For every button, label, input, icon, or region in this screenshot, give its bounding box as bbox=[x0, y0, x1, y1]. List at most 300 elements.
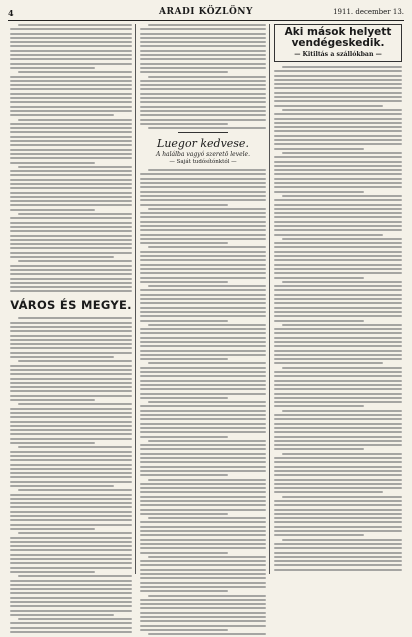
text-line bbox=[148, 246, 266, 248]
column-rule bbox=[135, 24, 136, 574]
text-line bbox=[10, 515, 132, 517]
text-line bbox=[10, 567, 132, 569]
text-line bbox=[10, 601, 132, 603]
text-line bbox=[274, 96, 402, 98]
text-line bbox=[274, 294, 402, 296]
text-line bbox=[140, 513, 228, 515]
text-line bbox=[274, 165, 402, 167]
text-line bbox=[140, 393, 266, 395]
text-line bbox=[274, 130, 402, 132]
text-line bbox=[10, 222, 132, 224]
text-line bbox=[10, 627, 132, 629]
text-line bbox=[140, 298, 266, 300]
text-line bbox=[10, 243, 132, 245]
text-line bbox=[274, 242, 402, 244]
text-line bbox=[140, 341, 266, 343]
text-line bbox=[10, 174, 132, 176]
text-line bbox=[140, 436, 228, 438]
headline-box bbox=[274, 24, 402, 62]
text-line bbox=[282, 453, 402, 455]
text-line bbox=[274, 405, 364, 407]
text-line bbox=[140, 272, 266, 274]
text-line bbox=[274, 268, 402, 270]
text-line bbox=[274, 70, 402, 72]
text-line bbox=[10, 335, 132, 337]
column-2 bbox=[140, 24, 266, 637]
text-line bbox=[140, 302, 266, 304]
text-line bbox=[18, 213, 132, 215]
text-line bbox=[274, 307, 402, 309]
text-line bbox=[274, 225, 402, 227]
text-line bbox=[18, 317, 132, 319]
text-line bbox=[274, 221, 402, 223]
text-line bbox=[274, 560, 402, 562]
text-line bbox=[140, 612, 266, 614]
text-line bbox=[140, 483, 266, 485]
masthead bbox=[8, 6, 404, 21]
text-line bbox=[10, 54, 132, 56]
text-line bbox=[10, 438, 132, 440]
text-line bbox=[140, 242, 228, 244]
text-line bbox=[274, 384, 402, 386]
text-line bbox=[282, 238, 402, 240]
text-line bbox=[140, 259, 266, 261]
text-line bbox=[274, 204, 402, 206]
text-line bbox=[274, 487, 402, 489]
text-line bbox=[274, 354, 402, 356]
text-line bbox=[10, 33, 132, 35]
text-line bbox=[10, 451, 132, 453]
text-line bbox=[274, 427, 402, 429]
text-line bbox=[274, 552, 402, 554]
text-line bbox=[140, 186, 266, 188]
text-line bbox=[10, 464, 132, 466]
text-line bbox=[10, 412, 132, 414]
text-line bbox=[10, 416, 132, 418]
text-line bbox=[140, 110, 266, 112]
text-line bbox=[274, 191, 364, 193]
text-line bbox=[10, 468, 132, 470]
text-line bbox=[10, 622, 132, 624]
text-line bbox=[148, 401, 266, 403]
text-line bbox=[10, 498, 132, 500]
text-line bbox=[274, 530, 402, 532]
text-line bbox=[274, 126, 402, 128]
text-line bbox=[140, 88, 266, 90]
text-line bbox=[10, 343, 132, 345]
text-line bbox=[10, 584, 132, 586]
text-line bbox=[10, 433, 132, 435]
text-line bbox=[274, 466, 402, 468]
text-line bbox=[274, 100, 402, 102]
text-line bbox=[140, 590, 228, 592]
text-line bbox=[140, 294, 266, 296]
text-line bbox=[274, 380, 402, 382]
text-line bbox=[10, 494, 132, 496]
text-line bbox=[10, 131, 132, 133]
text-line bbox=[140, 371, 266, 373]
text-line bbox=[10, 192, 132, 194]
text-line bbox=[274, 375, 402, 377]
text-line bbox=[10, 399, 95, 401]
text-line bbox=[274, 436, 402, 438]
text-line bbox=[10, 425, 132, 427]
text-line bbox=[10, 472, 132, 474]
text-line bbox=[10, 110, 132, 112]
text-line bbox=[140, 199, 266, 201]
text-line bbox=[140, 204, 228, 206]
text-line bbox=[274, 272, 402, 274]
text-line bbox=[282, 152, 402, 154]
text-line bbox=[274, 521, 402, 523]
text-line bbox=[140, 569, 266, 571]
text-line bbox=[10, 217, 132, 219]
text-line bbox=[140, 50, 266, 52]
text-line bbox=[10, 187, 132, 189]
text-line bbox=[140, 543, 266, 545]
text-line bbox=[274, 216, 402, 218]
text-line bbox=[140, 71, 228, 73]
text-line bbox=[10, 347, 132, 349]
text-line bbox=[10, 140, 132, 142]
text-line bbox=[10, 106, 132, 108]
text-line bbox=[140, 80, 266, 82]
text-line bbox=[274, 289, 402, 291]
text-line bbox=[274, 298, 402, 300]
text-line bbox=[140, 431, 266, 433]
text-line bbox=[274, 393, 402, 395]
text-line bbox=[10, 373, 132, 375]
text-line bbox=[10, 378, 132, 380]
box-subtitle: — Kitiltás a szállókban — bbox=[294, 51, 382, 58]
text-line bbox=[140, 173, 266, 175]
text-line bbox=[274, 569, 402, 571]
text-line bbox=[148, 127, 266, 129]
text-block-top bbox=[10, 24, 132, 292]
text-line bbox=[140, 212, 266, 214]
text-line bbox=[10, 204, 132, 206]
text-line bbox=[140, 320, 228, 322]
text-line bbox=[10, 511, 132, 513]
text-line bbox=[140, 427, 266, 429]
text-line bbox=[10, 614, 114, 616]
text-line bbox=[10, 528, 95, 530]
text-line bbox=[10, 382, 132, 384]
text-line bbox=[274, 556, 402, 558]
text-line bbox=[274, 178, 402, 180]
text-line bbox=[10, 84, 132, 86]
text-line bbox=[274, 418, 402, 420]
text-line bbox=[140, 311, 266, 313]
text-line bbox=[140, 234, 266, 236]
text-line bbox=[274, 362, 383, 364]
text-line bbox=[10, 80, 132, 82]
text-line bbox=[140, 453, 266, 455]
text-line bbox=[140, 191, 266, 193]
text-line bbox=[140, 552, 228, 554]
text-line bbox=[140, 410, 266, 412]
text-line bbox=[274, 350, 402, 352]
text-line bbox=[18, 575, 132, 577]
text-line bbox=[140, 461, 266, 463]
text-line bbox=[140, 337, 266, 339]
text-line bbox=[274, 118, 402, 120]
text-line bbox=[10, 282, 132, 284]
page-number: 4 bbox=[8, 8, 14, 18]
text-line bbox=[10, 58, 132, 60]
text-line bbox=[10, 326, 132, 328]
text-line bbox=[274, 461, 402, 463]
column-1 bbox=[10, 24, 132, 635]
text-line bbox=[140, 41, 266, 43]
text-line bbox=[274, 431, 402, 433]
text-line bbox=[10, 239, 132, 241]
text-line bbox=[140, 500, 266, 502]
text-line bbox=[140, 328, 266, 330]
text-line bbox=[274, 113, 402, 115]
text-line bbox=[10, 365, 132, 367]
text-line bbox=[282, 324, 402, 326]
text-line bbox=[140, 37, 266, 39]
text-line bbox=[140, 616, 266, 618]
text-line bbox=[148, 517, 266, 519]
text-line bbox=[274, 251, 402, 253]
text-line bbox=[274, 358, 402, 360]
text-line bbox=[10, 390, 132, 392]
text-line bbox=[274, 517, 402, 519]
text-line bbox=[140, 547, 266, 549]
text-line bbox=[140, 277, 266, 279]
text-line bbox=[140, 28, 266, 30]
article-byline: — Saját tudósítónktól — bbox=[169, 159, 237, 166]
text-line bbox=[10, 183, 132, 185]
text-line bbox=[274, 139, 402, 141]
text-line bbox=[140, 67, 266, 69]
text-line bbox=[274, 246, 402, 248]
text-line bbox=[140, 577, 266, 579]
text-line bbox=[140, 332, 266, 334]
text-line bbox=[140, 350, 266, 352]
text-line bbox=[10, 136, 132, 138]
text-line bbox=[10, 265, 132, 267]
text-line bbox=[274, 186, 402, 188]
text-line bbox=[148, 208, 266, 210]
text-line bbox=[10, 45, 132, 47]
text-line bbox=[140, 345, 266, 347]
text-line bbox=[10, 386, 132, 388]
text-line bbox=[18, 489, 132, 491]
text-line bbox=[140, 491, 266, 493]
text-line bbox=[140, 229, 266, 231]
text-line bbox=[274, 474, 402, 476]
text-line bbox=[10, 459, 132, 461]
text-line bbox=[274, 444, 402, 446]
text-line bbox=[10, 37, 132, 39]
text-line bbox=[10, 339, 132, 341]
text-line bbox=[10, 157, 132, 159]
text-line bbox=[10, 588, 132, 590]
box-title: Aki mások helyett vendégeskedik. bbox=[284, 26, 392, 49]
text-line bbox=[10, 502, 132, 504]
text-line bbox=[10, 481, 132, 483]
text-line bbox=[18, 403, 132, 405]
text-line bbox=[10, 162, 95, 164]
text-line bbox=[274, 491, 383, 493]
text-line bbox=[140, 625, 266, 627]
text-line bbox=[140, 423, 266, 425]
text-line bbox=[274, 534, 364, 536]
text-line bbox=[10, 278, 132, 280]
text-line bbox=[148, 285, 266, 287]
text-line bbox=[140, 119, 266, 121]
text-line bbox=[274, 457, 402, 459]
text-line bbox=[140, 264, 266, 266]
text-line bbox=[140, 418, 266, 420]
text-line bbox=[274, 169, 402, 171]
text-line bbox=[10, 252, 132, 254]
divider bbox=[178, 132, 228, 133]
text-line bbox=[10, 352, 132, 354]
text-line bbox=[10, 256, 114, 258]
text-line bbox=[140, 444, 266, 446]
text-line bbox=[140, 354, 266, 356]
text-line bbox=[274, 332, 402, 334]
text-line bbox=[274, 526, 402, 528]
text-line bbox=[10, 571, 95, 573]
text-line bbox=[10, 554, 132, 556]
text-line bbox=[274, 143, 402, 145]
text-line bbox=[140, 221, 266, 223]
text-line bbox=[140, 106, 266, 108]
text-line bbox=[10, 144, 132, 146]
text-line bbox=[140, 54, 266, 56]
text-line bbox=[140, 414, 266, 416]
text-line bbox=[10, 179, 132, 181]
text-line bbox=[140, 496, 266, 498]
text-line bbox=[10, 63, 132, 65]
text-line bbox=[274, 285, 402, 287]
text-line bbox=[140, 33, 266, 35]
text-line bbox=[18, 24, 132, 26]
text-line bbox=[140, 504, 266, 506]
text-line bbox=[10, 330, 132, 332]
text-line bbox=[10, 67, 95, 69]
text-line bbox=[140, 573, 266, 575]
text-line bbox=[18, 532, 132, 534]
text-line bbox=[148, 24, 266, 26]
text-line bbox=[10, 524, 132, 526]
text-line bbox=[282, 539, 402, 541]
text-line bbox=[10, 28, 132, 30]
text-line bbox=[274, 423, 402, 425]
text-line bbox=[10, 170, 132, 172]
text-line bbox=[10, 269, 132, 271]
text-line bbox=[274, 199, 402, 201]
text-line bbox=[140, 582, 266, 584]
text-block-bottom bbox=[140, 169, 266, 635]
text-line bbox=[10, 322, 132, 324]
text-block-top bbox=[140, 24, 266, 129]
text-line bbox=[140, 487, 266, 489]
text-line bbox=[10, 558, 132, 560]
text-line bbox=[10, 153, 132, 155]
text-line bbox=[140, 315, 266, 317]
text-line bbox=[274, 161, 402, 163]
text-line bbox=[10, 369, 132, 371]
text-line bbox=[274, 337, 402, 339]
text-line bbox=[140, 607, 266, 609]
text-line bbox=[10, 541, 132, 543]
text-line bbox=[10, 549, 132, 551]
text-line bbox=[282, 367, 402, 369]
text-line bbox=[140, 225, 266, 227]
text-line bbox=[274, 234, 383, 236]
text-line bbox=[274, 328, 402, 330]
text-line bbox=[140, 58, 266, 60]
text-line bbox=[10, 50, 132, 52]
text-line bbox=[274, 470, 402, 472]
text-line bbox=[10, 562, 132, 564]
text-line bbox=[10, 127, 132, 129]
text-line bbox=[140, 216, 266, 218]
text-line bbox=[274, 302, 402, 304]
text-line bbox=[274, 345, 402, 347]
text-line bbox=[282, 66, 402, 68]
text-line bbox=[140, 474, 228, 476]
text-line bbox=[140, 560, 266, 562]
text-line bbox=[10, 421, 132, 423]
text-line bbox=[274, 564, 402, 566]
text-line bbox=[148, 595, 266, 597]
text-line bbox=[282, 410, 402, 412]
issue-date: 1911. december 13. bbox=[333, 8, 404, 16]
text-line bbox=[18, 71, 132, 73]
text-line bbox=[10, 545, 132, 547]
text-line bbox=[140, 599, 266, 601]
text-line bbox=[274, 259, 402, 261]
text-line bbox=[10, 114, 114, 116]
text-line bbox=[140, 530, 266, 532]
text-block-bottom bbox=[10, 317, 132, 633]
text-line bbox=[140, 629, 228, 631]
text-line bbox=[148, 479, 266, 481]
text-line bbox=[140, 509, 266, 511]
section-title: VÁROS ÉS MEGYE. bbox=[10, 298, 132, 313]
text-line bbox=[10, 97, 132, 99]
text-line bbox=[10, 597, 132, 599]
text-line bbox=[140, 405, 266, 407]
text-line bbox=[274, 509, 402, 511]
text-line bbox=[10, 247, 132, 249]
text-line bbox=[140, 586, 266, 588]
text-line bbox=[10, 519, 132, 521]
text-line bbox=[140, 255, 266, 257]
text-line bbox=[10, 395, 132, 397]
text-line bbox=[140, 466, 266, 468]
text-line bbox=[140, 534, 266, 536]
text-line bbox=[10, 209, 95, 211]
text-line bbox=[274, 212, 402, 214]
text-line bbox=[274, 75, 402, 77]
text-line bbox=[148, 556, 266, 558]
text-line bbox=[140, 388, 266, 390]
text-line bbox=[140, 375, 266, 377]
text-line bbox=[148, 633, 266, 635]
text-line bbox=[18, 119, 132, 121]
text-line bbox=[18, 618, 132, 620]
text-line bbox=[274, 448, 364, 450]
text-line bbox=[274, 148, 364, 150]
